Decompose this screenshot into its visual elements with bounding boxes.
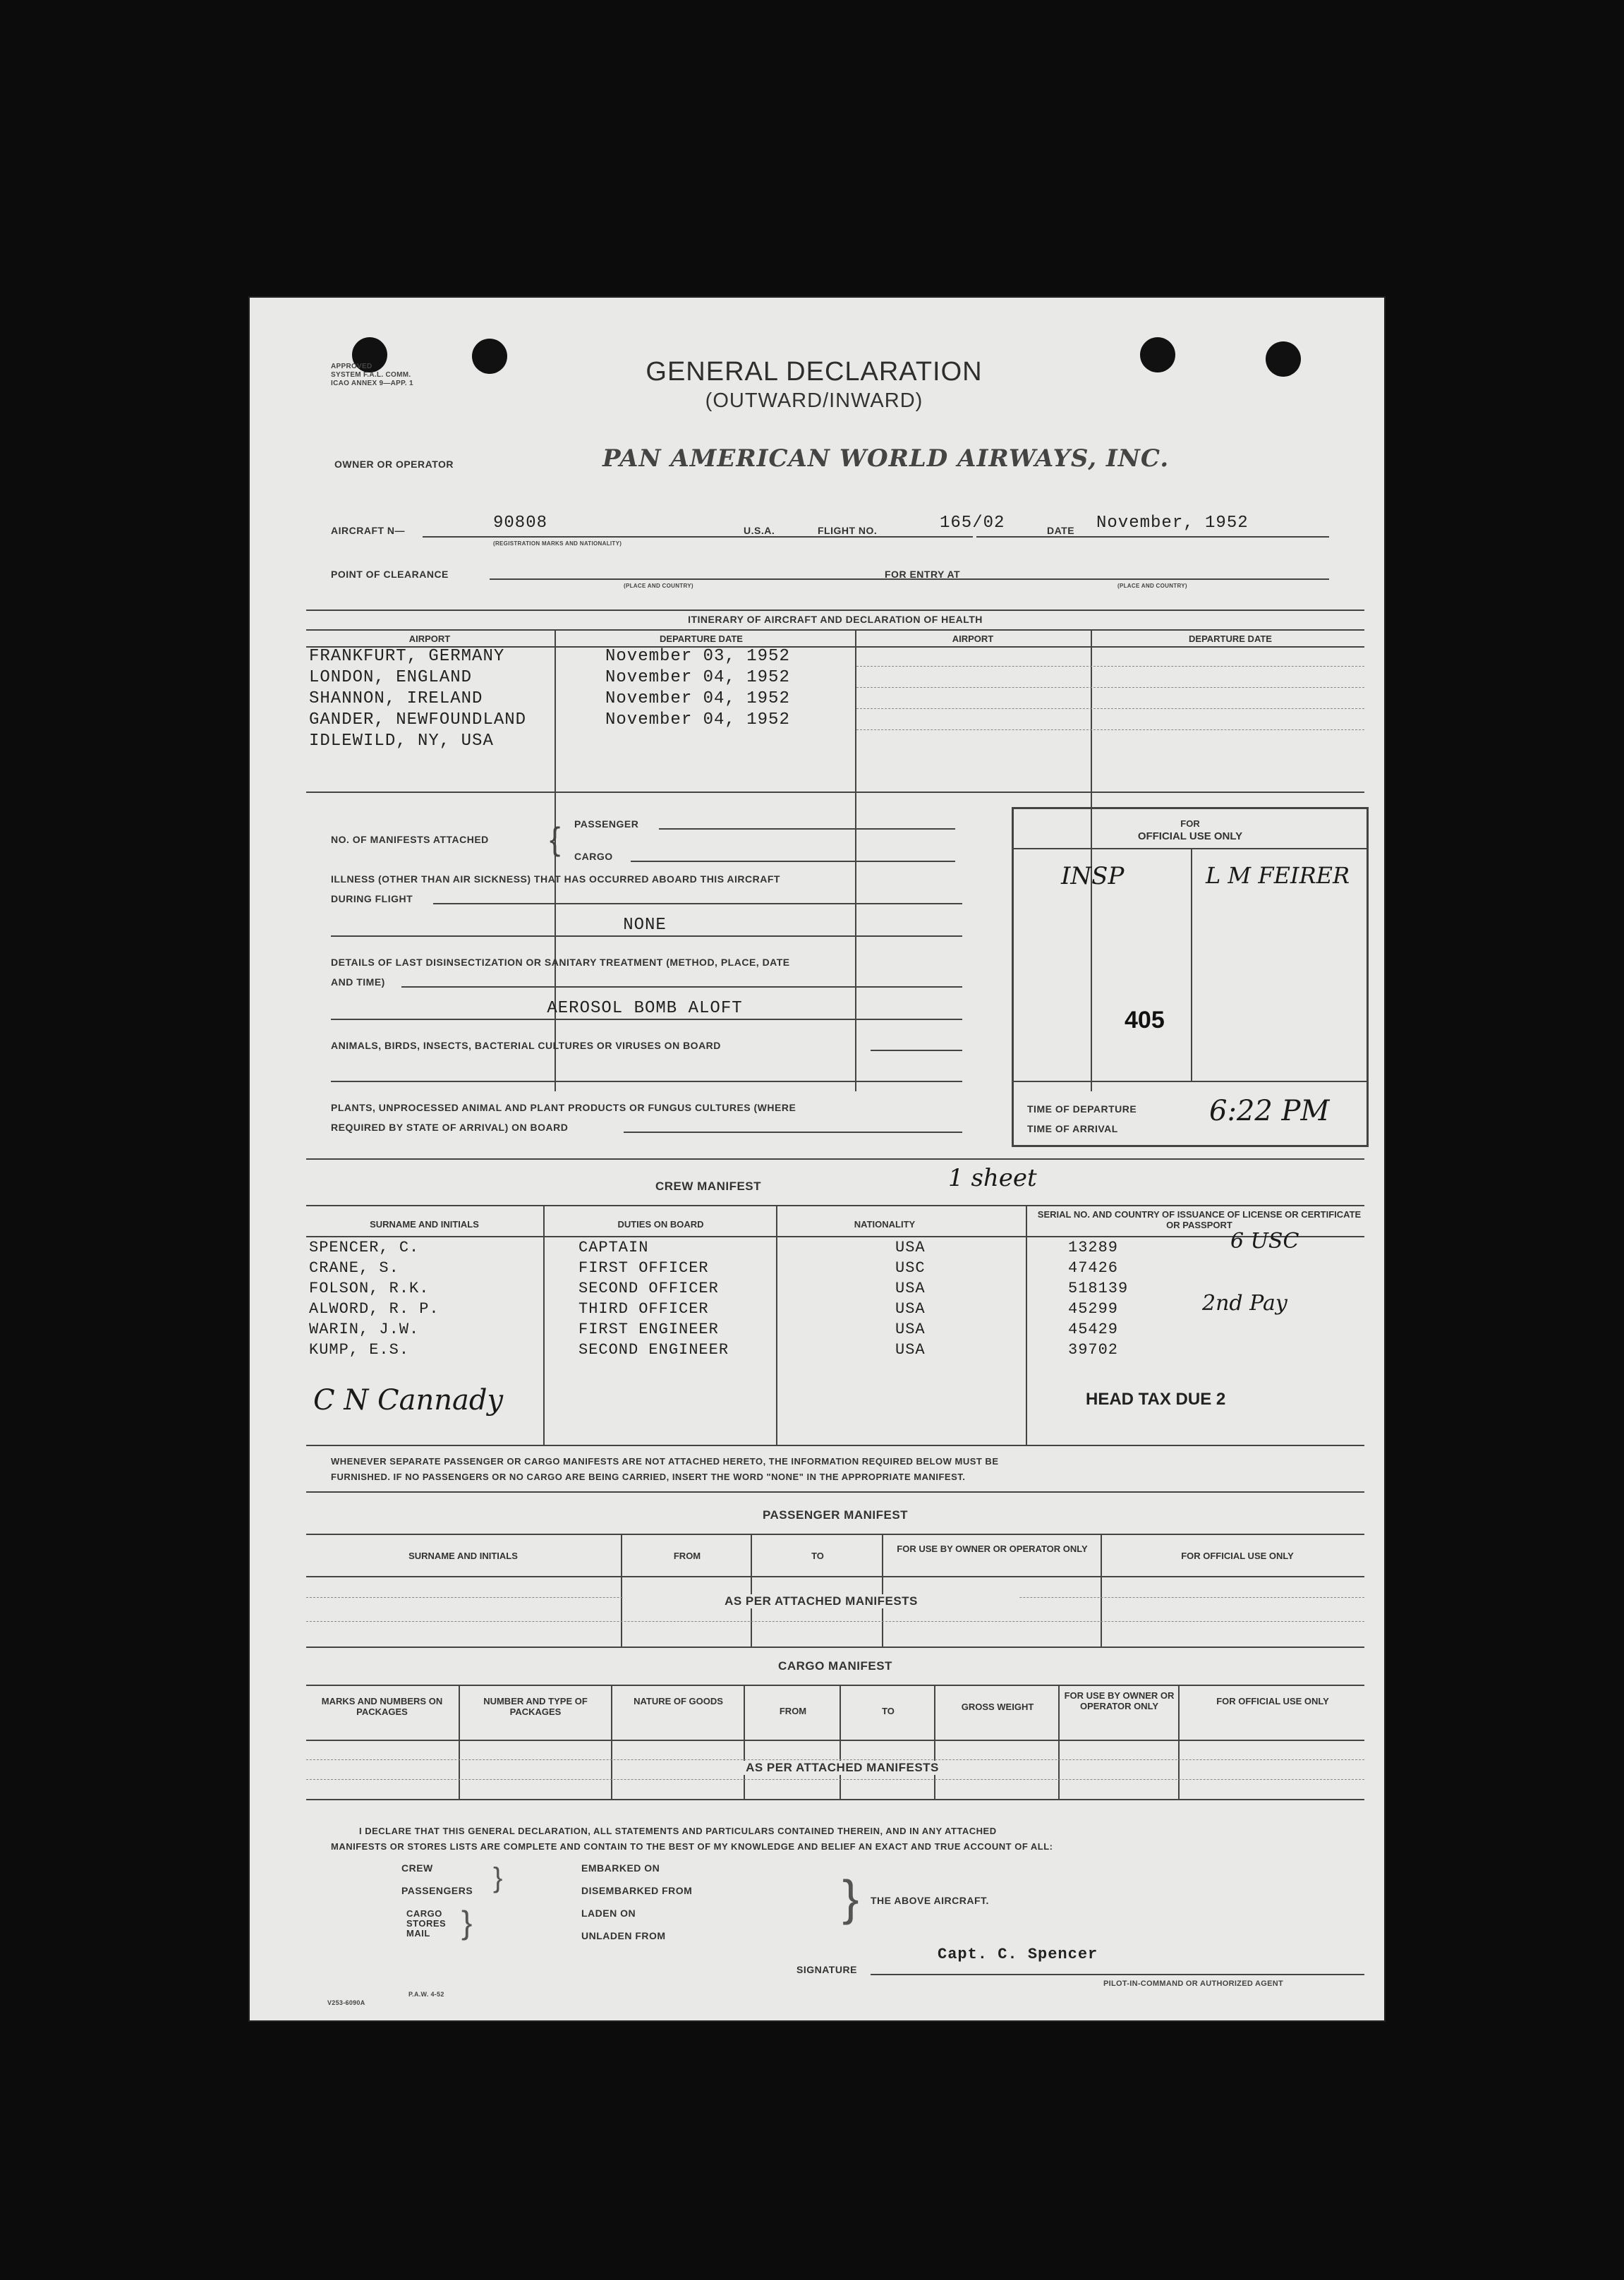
arrival-time-label: TIME OF ARRIVAL bbox=[1027, 1123, 1118, 1134]
table-row: THIRD OFFICER bbox=[578, 1300, 709, 1318]
decl-passengers: PASSENGERS bbox=[401, 1885, 473, 1896]
aircraft-value: 90808 bbox=[493, 514, 548, 533]
crew-serials bbox=[1068, 1237, 1128, 1360]
crew-signature: C N Cannady bbox=[313, 1384, 504, 1417]
flight-label: FLIGHT NO. bbox=[818, 525, 878, 536]
table-row: FIRST ENGINEER bbox=[578, 1321, 719, 1338]
table-row: 47426 bbox=[1068, 1259, 1119, 1277]
list-item: November 04, 1952 bbox=[605, 689, 790, 708]
table-row: 45299 bbox=[1068, 1300, 1119, 1318]
crew-names bbox=[309, 1237, 440, 1360]
crew-title: CREW MANIFEST bbox=[655, 1180, 762, 1193]
rule bbox=[306, 1759, 1364, 1760]
rule bbox=[976, 536, 1329, 538]
rule bbox=[1058, 1685, 1060, 1799]
disinsect-value: AEROSOL BOMB ALOFT bbox=[547, 999, 743, 1018]
passenger-label: PASSENGER bbox=[574, 818, 639, 830]
rule bbox=[955, 578, 1329, 580]
passenger-header: FOR OFFICIAL USE ONLY bbox=[1181, 1551, 1294, 1561]
declaration-line-2: MANIFESTS OR STORES LISTS ARE COMPLETE AND CONTAIN TO THE BEST OF MY KNOWLEDGE AND BELIEF AN EXACT AND TRUE ACCOUNT OF ALL: bbox=[331, 1841, 1053, 1852]
cargo-header: FROM bbox=[779, 1706, 807, 1716]
stamp-number: 405 bbox=[1125, 1007, 1165, 1033]
cargo-manifest-title: CARGO MANIFEST bbox=[778, 1659, 892, 1673]
rule bbox=[631, 861, 955, 862]
itinerary-header: DEPARTURE DATE bbox=[660, 633, 743, 644]
signature-label: SIGNATURE bbox=[796, 1964, 857, 1975]
rule bbox=[856, 687, 1364, 688]
cargo-header: TO bbox=[882, 1706, 895, 1716]
rule bbox=[882, 1534, 883, 1647]
disinsect-label-2: AND TIME) bbox=[331, 976, 385, 988]
passenger-header: FOR USE BY OWNER OR OPERATOR ONLY bbox=[897, 1544, 1088, 1554]
list-item: SHANNON, IRELAND bbox=[309, 689, 483, 708]
list-item: November 04, 1952 bbox=[605, 710, 790, 729]
notice-line-1: WHENEVER SEPARATE PASSENGER OR CARGO MANIFESTS ARE NOT ATTACHED HERETO, THE INFORMATION REQUIRED BELOW MUST BE bbox=[331, 1456, 999, 1467]
punch-hole bbox=[472, 339, 507, 374]
passenger-manifest-note: AS PER ATTACHED MANIFESTS bbox=[624, 1594, 1019, 1608]
table-row: WARIN, J.W. bbox=[309, 1321, 420, 1338]
rule bbox=[306, 1491, 1364, 1493]
table-row: FOLSON, R.K. bbox=[309, 1280, 430, 1297]
itinerary-header: AIRPORT bbox=[952, 633, 994, 644]
rule bbox=[1101, 1534, 1102, 1647]
rule bbox=[331, 1081, 962, 1082]
rule bbox=[331, 935, 962, 937]
rule bbox=[1026, 1205, 1027, 1445]
table-row: USC bbox=[895, 1259, 926, 1277]
rule bbox=[423, 536, 973, 538]
brace: } bbox=[842, 1870, 859, 1925]
rule bbox=[331, 1019, 962, 1020]
rule bbox=[840, 1685, 841, 1799]
flight-value: 165/02 bbox=[940, 514, 1005, 533]
rule bbox=[306, 1621, 1364, 1622]
rule bbox=[871, 1050, 962, 1051]
rule bbox=[751, 1534, 752, 1647]
brace: } bbox=[461, 1904, 473, 1941]
rule bbox=[776, 1205, 777, 1445]
rule bbox=[1012, 1081, 1369, 1082]
plants-label: PLANTS, UNPROCESSED ANIMAL AND PLANT PRODUCTS OR FUNGUS CULTURES (WHERE bbox=[331, 1102, 796, 1113]
table-row: SPENCER, C. bbox=[309, 1239, 420, 1256]
crew-sheet-note: 1 sheet bbox=[948, 1164, 1037, 1192]
decl-above: THE ABOVE AIRCRAFT. bbox=[871, 1895, 989, 1906]
rule bbox=[306, 629, 1364, 631]
plants-label-2: REQUIRED BY STATE OF ARRIVAL) ON BOARD bbox=[331, 1122, 569, 1133]
place-country-note: (PLACE AND COUNTRY) bbox=[1117, 583, 1187, 589]
rule bbox=[306, 1534, 1364, 1535]
table-row: USA bbox=[895, 1239, 926, 1256]
decl-stores: STORES bbox=[406, 1918, 447, 1929]
cargo-header: NATURE OF GOODS bbox=[634, 1696, 723, 1706]
rule bbox=[306, 1205, 1364, 1206]
rule bbox=[459, 1685, 460, 1799]
animals-label: ANIMALS, BIRDS, INSECTS, BACTERIAL CULTURES OR VIRUSES ON BOARD bbox=[331, 1040, 721, 1051]
owner-value: PAN AMERICAN WORLD AIRWAYS, INC. bbox=[602, 444, 1170, 473]
rule bbox=[624, 1132, 962, 1133]
decl-cargo: CARGO bbox=[406, 1908, 442, 1919]
disinsect-label: DETAILS OF LAST DISINSECTIZATION OR SANITARY TREATMENT (METHOD, PLACE, DATE bbox=[331, 957, 790, 968]
rule bbox=[306, 1158, 1364, 1160]
pilot-label: PILOT-IN-COMMAND OR AUTHORIZED AGENT bbox=[1103, 1979, 1284, 1988]
table-row: 45429 bbox=[1068, 1321, 1119, 1338]
table-row: SECOND ENGINEER bbox=[578, 1341, 729, 1359]
decl-disembarked: DISEMBARKED FROM bbox=[581, 1885, 693, 1896]
crew-header: NATIONALITY bbox=[854, 1219, 916, 1230]
decl-crew: CREW bbox=[401, 1862, 433, 1874]
cargo-header: FOR OFFICIAL USE ONLY bbox=[1216, 1696, 1329, 1706]
rule bbox=[306, 792, 1364, 793]
punch-hole bbox=[1266, 341, 1301, 377]
rule bbox=[306, 1236, 1364, 1237]
rule bbox=[306, 1445, 1364, 1446]
head-tax-note: HEAD TAX DUE 2 bbox=[1086, 1390, 1226, 1409]
form-number: V253-6090A bbox=[327, 1999, 365, 2006]
rule bbox=[856, 666, 1364, 667]
passenger-header: FROM bbox=[673, 1551, 701, 1561]
inspector-handwriting: L M FEIRER bbox=[1206, 862, 1350, 889]
itinerary-header: AIRPORT bbox=[408, 633, 451, 644]
itinerary-airports bbox=[309, 646, 526, 752]
crew-extra-note: 6 USC bbox=[1230, 1229, 1299, 1254]
list-item: LONDON, ENGLAND bbox=[309, 668, 473, 687]
approval-note: APPROVED SYSTEM F.A.L. COMM. ICAO ANNEX 9—APP. 1 bbox=[331, 363, 413, 387]
rule bbox=[1178, 1685, 1180, 1799]
rule bbox=[433, 903, 962, 904]
list-item: FRANKFURT, GERMANY bbox=[309, 647, 505, 666]
table-row: USA bbox=[895, 1321, 926, 1338]
date-value: November, 1952 bbox=[1096, 514, 1249, 533]
cargo-header: FOR USE BY OWNER OR OPERATOR ONLY bbox=[1064, 1690, 1175, 1711]
crew-extra-note: 2nd Pay bbox=[1202, 1291, 1287, 1316]
rule bbox=[1012, 848, 1369, 849]
owner-label: OWNER OR OPERATOR bbox=[334, 459, 454, 470]
crew-header: SERIAL NO. AND COUNTRY OF ISSUANCE OF LICENSE OR CERTIFICATE OR PASSPORT bbox=[1037, 1209, 1362, 1230]
rule bbox=[744, 1685, 745, 1799]
list-item: IDLEWILD, NY, USA bbox=[309, 732, 494, 751]
rule bbox=[543, 1205, 545, 1445]
brace: } bbox=[493, 1862, 503, 1893]
rule bbox=[306, 1685, 1364, 1686]
form-number-2: P.A.W. 4-52 bbox=[408, 1991, 444, 1998]
table-row: KUMP, E.S. bbox=[309, 1341, 410, 1359]
table-row: USA bbox=[895, 1341, 926, 1359]
rule bbox=[659, 828, 955, 830]
cargo-header: GROSS WEIGHT bbox=[961, 1702, 1034, 1712]
declaration-line-1: I DECLARE THAT THIS GENERAL DECLARATION, ALL STATEMENTS AND PARTICULARS CONTAINED THEREIN, AND IN ANY ATTACHED bbox=[359, 1826, 997, 1836]
signature-value: Capt. C. Spencer bbox=[938, 1946, 1098, 1963]
rule bbox=[306, 1647, 1364, 1648]
decl-unladen: UNLADEN FROM bbox=[581, 1930, 666, 1941]
table-row: 39702 bbox=[1068, 1341, 1119, 1359]
official-title: FOR bbox=[1180, 818, 1200, 829]
passenger-header: SURNAME AND INITIALS bbox=[408, 1551, 518, 1561]
cargo-header: NUMBER AND TYPE OF PACKAGES bbox=[483, 1696, 588, 1717]
clearance-label: POINT OF CLEARANCE bbox=[331, 569, 449, 580]
registration-note: (REGISTRATION MARKS AND NATIONALITY) bbox=[493, 540, 622, 547]
arrival-time-handwriting: 6:22 PM bbox=[1209, 1095, 1330, 1127]
form-title: GENERAL DECLARATION bbox=[646, 357, 983, 387]
notice-line-2: FURNISHED. IF NO PASSENGERS OR NO CARGO ARE BEING CARRIED, INSERT THE WORD "NONE" IN THE APPROPRIATE MANIFEST. bbox=[331, 1472, 966, 1482]
insp-handwriting: INSP bbox=[1061, 862, 1125, 890]
rule bbox=[555, 629, 556, 1091]
place-country-note: (PLACE AND COUNTRY) bbox=[624, 583, 693, 589]
aircraft-label: AIRCRAFT N— bbox=[331, 525, 406, 536]
document-page bbox=[250, 298, 1384, 2020]
passenger-header: TO bbox=[811, 1551, 824, 1561]
form-subtitle: (OUTWARD/INWARD) bbox=[705, 389, 923, 412]
table-row: 518139 bbox=[1068, 1280, 1129, 1297]
table-row: USA bbox=[895, 1280, 926, 1297]
itinerary-title: ITINERARY OF AIRCRAFT AND DECLARATION OF HEALTH bbox=[688, 614, 983, 625]
rule bbox=[306, 1799, 1364, 1800]
rule bbox=[306, 1740, 1364, 1741]
punch-hole bbox=[1140, 337, 1175, 372]
table-row: CRANE, S. bbox=[309, 1259, 399, 1277]
table-row: FIRST OFFICER bbox=[578, 1259, 709, 1277]
crew-duties bbox=[578, 1237, 729, 1360]
nationality: U.S.A. bbox=[744, 525, 775, 536]
cargo-header: MARKS AND NUMBERS ON PACKAGES bbox=[321, 1696, 443, 1717]
rule bbox=[401, 986, 962, 988]
crew-header: SURNAME AND INITIALS bbox=[370, 1219, 479, 1230]
rule bbox=[306, 1576, 1364, 1577]
table-row: CAPTAIN bbox=[578, 1239, 649, 1256]
rule bbox=[1191, 848, 1192, 1081]
list-item: GANDER, NEWFOUNDLAND bbox=[309, 710, 527, 729]
itinerary-header: DEPARTURE DATE bbox=[1189, 633, 1272, 644]
list-item: November 03, 1952 bbox=[605, 647, 790, 666]
illness-value: NONE bbox=[623, 916, 667, 935]
decl-cargo-group bbox=[406, 1909, 446, 1939]
illness-label-2: DURING FLIGHT bbox=[331, 893, 413, 904]
table-row: SECOND OFFICER bbox=[578, 1280, 719, 1297]
table-row: ALWORD, R. P. bbox=[309, 1300, 440, 1318]
cargo-manifest-note: AS PER ATTACHED MANIFESTS bbox=[673, 1761, 1012, 1775]
decl-embarked: EMBARKED ON bbox=[581, 1862, 660, 1874]
illness-label: ILLNESS (OTHER THAN AIR SICKNESS) THAT HAS OCCURRED ABOARD THIS AIRCRAFT bbox=[331, 873, 780, 885]
decl-mail: MAIL bbox=[406, 1928, 430, 1939]
crew-header: DUTIES ON BOARD bbox=[617, 1219, 704, 1230]
manifests-label: NO. OF MANIFESTS ATTACHED bbox=[331, 834, 489, 845]
rule bbox=[611, 1685, 612, 1799]
official-title-2: OFFICIAL USE ONLY bbox=[1137, 830, 1243, 842]
departure-time-label: TIME OF DEPARTURE bbox=[1027, 1103, 1137, 1115]
rule bbox=[306, 1779, 1364, 1780]
rule bbox=[934, 1685, 935, 1799]
date-label: DATE bbox=[1047, 525, 1075, 536]
passenger-manifest-title: PASSENGER MANIFEST bbox=[762, 1508, 909, 1522]
cargo-label: CARGO bbox=[574, 851, 613, 862]
crew-nationality bbox=[895, 1237, 926, 1360]
rule bbox=[871, 1974, 1364, 1975]
table-row: USA bbox=[895, 1300, 926, 1318]
rule bbox=[621, 1534, 622, 1647]
rule bbox=[306, 610, 1364, 611]
itinerary-dates bbox=[605, 646, 790, 731]
rule bbox=[856, 729, 1364, 730]
decl-laden: LADEN ON bbox=[581, 1908, 636, 1919]
list-item: November 04, 1952 bbox=[605, 668, 790, 687]
brace: { bbox=[550, 820, 561, 857]
rule bbox=[856, 708, 1364, 709]
table-row: 13289 bbox=[1068, 1239, 1119, 1256]
entry-label: FOR ENTRY AT bbox=[885, 569, 961, 580]
